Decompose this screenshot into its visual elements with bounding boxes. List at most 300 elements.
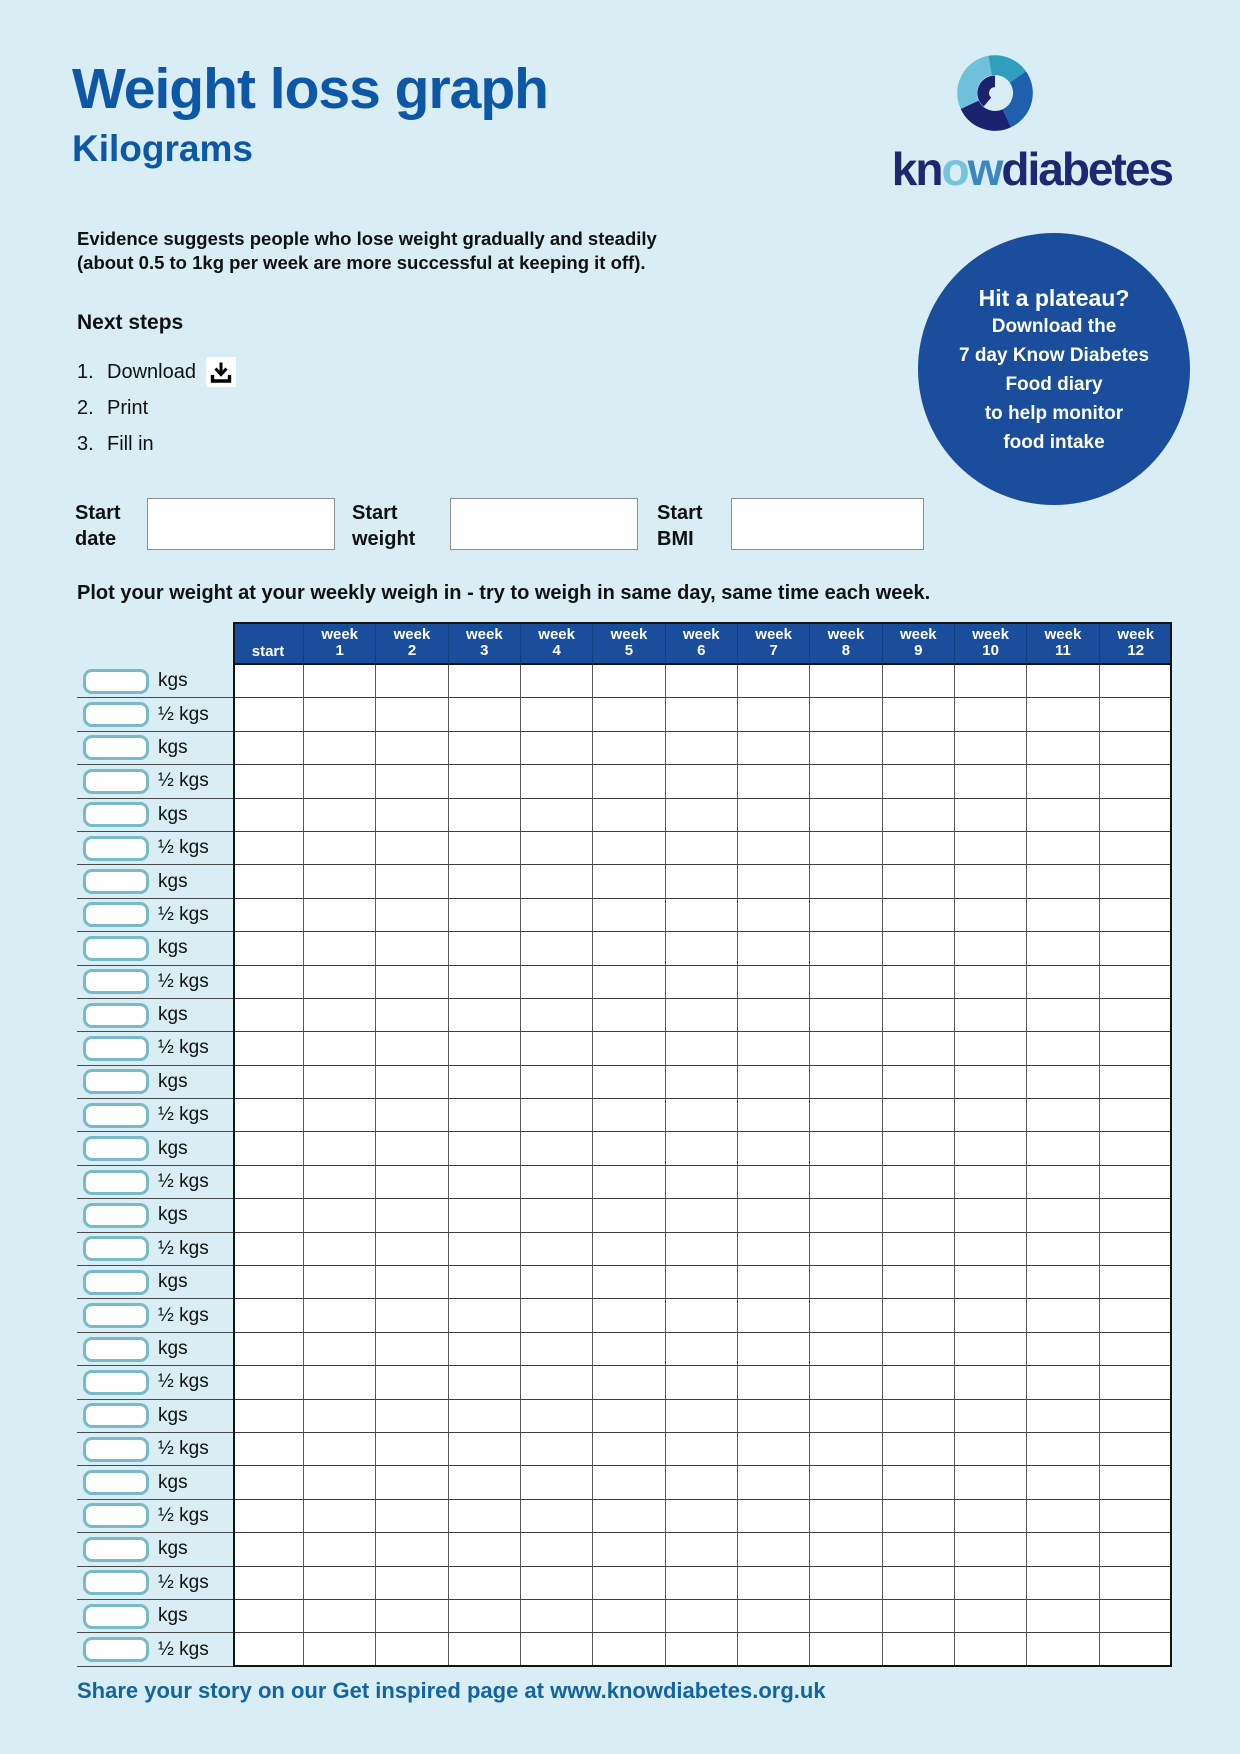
graph-cell[interactable] [955,1633,1027,1666]
graph-cell[interactable] [883,932,955,965]
graph-cell[interactable] [304,698,376,731]
graph-cell[interactable] [810,832,882,865]
graph-cell[interactable] [593,1199,665,1232]
graph-cell[interactable] [593,765,665,798]
graph-cell[interactable] [521,1500,593,1533]
weight-value-input[interactable] [83,1069,149,1094]
graph-cell[interactable] [449,966,521,999]
graph-cell[interactable] [810,765,882,798]
weight-value-input[interactable] [83,1337,149,1362]
graph-cell[interactable] [738,1266,810,1299]
graph-cell[interactable] [376,698,448,731]
graph-cell[interactable] [955,1533,1027,1566]
graph-cell[interactable] [810,1333,882,1366]
graph-cell[interactable] [810,1066,882,1099]
graph-cell[interactable] [1027,1099,1099,1132]
graph-cell[interactable] [738,865,810,898]
graph-cell[interactable] [738,1066,810,1099]
graph-cell[interactable] [955,1466,1027,1499]
graph-cell[interactable] [738,765,810,798]
graph-cell[interactable] [376,1266,448,1299]
graph-cell[interactable] [376,1466,448,1499]
graph-cell[interactable] [883,765,955,798]
graph-cell[interactable] [666,1066,738,1099]
graph-cell[interactable] [810,732,882,765]
graph-cell[interactable] [666,932,738,965]
graph-cell[interactable] [738,832,810,865]
graph-cell[interactable] [521,1600,593,1633]
graph-cell[interactable] [233,1366,304,1399]
graph-cell[interactable] [593,1266,665,1299]
graph-cell[interactable] [593,832,665,865]
graph-cell[interactable] [883,1299,955,1332]
graph-cell[interactable] [1027,1433,1099,1466]
graph-cell[interactable] [449,1366,521,1399]
graph-cell[interactable] [955,966,1027,999]
graph-cell[interactable] [593,1366,665,1399]
graph-cell[interactable] [883,732,955,765]
graph-cell[interactable] [376,732,448,765]
graph-cell[interactable] [449,665,521,698]
graph-cell[interactable] [955,999,1027,1032]
graph-cell[interactable] [810,1533,882,1566]
graph-cell[interactable] [593,1166,665,1199]
weight-value-input[interactable] [83,1236,149,1261]
graph-cell[interactable] [883,1433,955,1466]
graph-cell[interactable] [521,999,593,1032]
graph-cell[interactable] [521,932,593,965]
graph-cell[interactable] [521,1400,593,1433]
graph-cell[interactable] [449,1400,521,1433]
start-date-input[interactable] [147,498,335,550]
graph-cell[interactable] [666,1032,738,1065]
start-bmi-input[interactable] [731,498,924,550]
weight-value-input[interactable] [83,836,149,861]
weight-value-input[interactable] [83,1203,149,1228]
graph-cell[interactable] [593,1299,665,1332]
graph-cell[interactable] [521,865,593,898]
graph-cell[interactable] [1027,966,1099,999]
graph-cell[interactable] [810,1299,882,1332]
graph-cell[interactable] [233,1333,304,1366]
graph-cell[interactable] [449,1099,521,1132]
graph-cell[interactable] [1027,1567,1099,1600]
graph-cell[interactable] [233,999,304,1032]
graph-cell[interactable] [883,1099,955,1132]
graph-cell[interactable] [521,966,593,999]
weight-value-input[interactable] [83,1003,149,1028]
graph-cell[interactable] [304,966,376,999]
graph-cell[interactable] [233,1433,304,1466]
graph-cell[interactable] [810,1567,882,1600]
graph-cell[interactable] [738,1166,810,1199]
graph-cell[interactable] [449,932,521,965]
graph-cell[interactable] [738,1500,810,1533]
graph-cell[interactable] [521,698,593,731]
graph-cell[interactable] [883,1132,955,1165]
graph-cell[interactable] [376,1433,448,1466]
graph-cell[interactable] [1027,832,1099,865]
graph-cell[interactable] [521,1299,593,1332]
weight-value-input[interactable] [83,1103,149,1128]
graph-cell[interactable] [376,1333,448,1366]
graph-cell[interactable] [738,1433,810,1466]
graph-cell[interactable] [521,1466,593,1499]
graph-cell[interactable] [449,765,521,798]
graph-cell[interactable] [304,1500,376,1533]
graph-cell[interactable] [666,999,738,1032]
graph-cell[interactable] [304,1433,376,1466]
graph-cell[interactable] [738,1199,810,1232]
graph-cell[interactable] [521,732,593,765]
graph-cell[interactable] [955,698,1027,731]
graph-cell[interactable] [593,698,665,731]
graph-cell[interactable] [666,1266,738,1299]
start-weight-input[interactable] [450,498,638,550]
graph-cell[interactable] [376,799,448,832]
download-icon[interactable] [206,357,236,387]
graph-cell[interactable] [738,1567,810,1600]
graph-cell[interactable] [449,1533,521,1566]
graph-cell[interactable] [955,1166,1027,1199]
graph-cell[interactable] [233,1633,304,1666]
graph-cell[interactable] [1027,1266,1099,1299]
graph-cell[interactable] [521,1633,593,1666]
graph-cell[interactable] [810,1266,882,1299]
graph-cell[interactable] [449,1333,521,1366]
graph-cell[interactable] [376,1533,448,1566]
graph-cell[interactable] [1100,1500,1172,1533]
graph-cell[interactable] [593,1132,665,1165]
graph-cell[interactable] [810,899,882,932]
graph-cell[interactable] [810,1366,882,1399]
graph-cell[interactable] [738,1299,810,1332]
graph-cell[interactable] [810,1099,882,1132]
weight-value-input[interactable] [83,869,149,894]
graph-cell[interactable] [233,1233,304,1266]
graph-cell[interactable] [955,1600,1027,1633]
graph-cell[interactable] [955,799,1027,832]
graph-cell[interactable] [593,865,665,898]
graph-cell[interactable] [376,1366,448,1399]
graph-cell[interactable] [810,1032,882,1065]
graph-cell[interactable] [449,1132,521,1165]
graph-cell[interactable] [449,1466,521,1499]
weight-value-input[interactable] [83,769,149,794]
graph-cell[interactable] [233,799,304,832]
graph-cell[interactable] [738,999,810,1032]
graph-cell[interactable] [233,665,304,698]
weight-value-input[interactable] [83,669,149,694]
graph-cell[interactable] [304,765,376,798]
weight-value-input[interactable] [83,1637,149,1662]
graph-cell[interactable] [1100,1400,1172,1433]
graph-cell[interactable] [304,1166,376,1199]
graph-cell[interactable] [955,765,1027,798]
weight-value-input[interactable] [83,802,149,827]
graph-cell[interactable] [955,932,1027,965]
graph-cell[interactable] [593,1533,665,1566]
graph-cell[interactable] [304,1299,376,1332]
graph-cell[interactable] [304,1066,376,1099]
weight-value-input[interactable] [83,1036,149,1061]
graph-cell[interactable] [376,1166,448,1199]
graph-cell[interactable] [233,1166,304,1199]
graph-cell[interactable] [666,1400,738,1433]
graph-cell[interactable] [666,1199,738,1232]
graph-cell[interactable] [810,1233,882,1266]
graph-cell[interactable] [521,765,593,798]
graph-cell[interactable] [1100,698,1172,731]
graph-cell[interactable] [1027,1032,1099,1065]
graph-cell[interactable] [593,932,665,965]
graph-cell[interactable] [593,1400,665,1433]
graph-cell[interactable] [666,1333,738,1366]
graph-cell[interactable] [666,765,738,798]
graph-cell[interactable] [738,932,810,965]
graph-cell[interactable] [233,932,304,965]
weight-value-input[interactable] [83,735,149,760]
graph-cell[interactable] [666,665,738,698]
graph-cell[interactable] [666,732,738,765]
graph-cell[interactable] [810,1166,882,1199]
graph-cell[interactable] [1027,698,1099,731]
graph-cell[interactable] [521,1032,593,1065]
graph-cell[interactable] [304,665,376,698]
graph-cell[interactable] [449,1032,521,1065]
graph-cell[interactable] [376,1567,448,1600]
graph-cell[interactable] [883,1500,955,1533]
graph-cell[interactable] [449,1567,521,1600]
graph-cell[interactable] [666,1500,738,1533]
graph-cell[interactable] [666,1166,738,1199]
graph-cell[interactable] [738,732,810,765]
graph-cell[interactable] [521,665,593,698]
graph-cell[interactable] [521,1132,593,1165]
graph-cell[interactable] [521,799,593,832]
weight-value-input[interactable] [83,702,149,727]
graph-cell[interactable] [883,899,955,932]
graph-cell[interactable] [304,999,376,1032]
graph-cell[interactable] [1100,1099,1172,1132]
graph-cell[interactable] [955,1366,1027,1399]
graph-cell[interactable] [1100,865,1172,898]
graph-cell[interactable] [376,932,448,965]
graph-cell[interactable] [810,1600,882,1633]
graph-cell[interactable] [1100,765,1172,798]
graph-cell[interactable] [304,1633,376,1666]
graph-cell[interactable] [449,1166,521,1199]
graph-cell[interactable] [1100,932,1172,965]
graph-cell[interactable] [1027,999,1099,1032]
graph-cell[interactable] [376,1066,448,1099]
graph-cell[interactable] [666,1567,738,1600]
graph-cell[interactable] [233,832,304,865]
graph-cell[interactable] [593,1433,665,1466]
graph-cell[interactable] [521,1533,593,1566]
graph-cell[interactable] [376,1233,448,1266]
graph-cell[interactable] [810,1633,882,1666]
graph-cell[interactable] [304,1567,376,1600]
graph-cell[interactable] [810,698,882,731]
graph-cell[interactable] [810,1199,882,1232]
graph-cell[interactable] [593,899,665,932]
graph-cell[interactable] [233,966,304,999]
graph-cell[interactable] [449,1299,521,1332]
graph-cell[interactable] [883,799,955,832]
graph-cell[interactable] [666,1299,738,1332]
graph-cell[interactable] [955,1266,1027,1299]
graph-cell[interactable] [1100,832,1172,865]
graph-cell[interactable] [738,899,810,932]
graph-cell[interactable] [883,1533,955,1566]
graph-cell[interactable] [1027,1633,1099,1666]
graph-cell[interactable] [666,1233,738,1266]
graph-cell[interactable] [233,1132,304,1165]
graph-cell[interactable] [376,1199,448,1232]
graph-cell[interactable] [1027,865,1099,898]
graph-cell[interactable] [1100,665,1172,698]
graph-cell[interactable] [233,1533,304,1566]
graph-cell[interactable] [1027,1366,1099,1399]
graph-cell[interactable] [233,1600,304,1633]
graph-cell[interactable] [233,1099,304,1132]
graph-cell[interactable] [1027,1299,1099,1332]
weight-value-input[interactable] [83,1437,149,1462]
graph-cell[interactable] [304,1266,376,1299]
graph-cell[interactable] [593,1066,665,1099]
weight-value-input[interactable] [83,1604,149,1629]
graph-cell[interactable] [233,1299,304,1332]
graph-cell[interactable] [304,1333,376,1366]
graph-cell[interactable] [1027,1066,1099,1099]
graph-cell[interactable] [304,1199,376,1232]
graph-cell[interactable] [449,1233,521,1266]
graph-cell[interactable] [304,1032,376,1065]
graph-cell[interactable] [1100,966,1172,999]
graph-cell[interactable] [449,999,521,1032]
graph-cell[interactable] [304,799,376,832]
graph-cell[interactable] [521,1099,593,1132]
graph-cell[interactable] [883,665,955,698]
graph-cell[interactable] [883,1633,955,1666]
graph-cell[interactable] [738,966,810,999]
graph-cell[interactable] [738,1032,810,1065]
graph-cell[interactable] [376,1032,448,1065]
graph-cell[interactable] [521,1433,593,1466]
graph-cell[interactable] [1100,1533,1172,1566]
graph-cell[interactable] [376,865,448,898]
graph-cell[interactable] [521,1233,593,1266]
graph-cell[interactable] [883,1333,955,1366]
graph-cell[interactable] [1100,1567,1172,1600]
graph-cell[interactable] [304,1099,376,1132]
graph-cell[interactable] [449,865,521,898]
graph-cell[interactable] [738,1366,810,1399]
weight-value-input[interactable] [83,1470,149,1495]
graph-cell[interactable] [304,832,376,865]
graph-cell[interactable] [1027,1132,1099,1165]
graph-cell[interactable] [883,966,955,999]
graph-cell[interactable] [955,865,1027,898]
weight-value-input[interactable] [83,1570,149,1595]
graph-cell[interactable] [666,1366,738,1399]
graph-cell[interactable] [883,698,955,731]
graph-cell[interactable] [449,1199,521,1232]
graph-cell[interactable] [955,1433,1027,1466]
graph-cell[interactable] [666,1600,738,1633]
graph-cell[interactable] [666,1466,738,1499]
weight-value-input[interactable] [83,969,149,994]
weight-value-input[interactable] [83,1537,149,1562]
graph-cell[interactable] [449,1433,521,1466]
graph-cell[interactable] [593,1233,665,1266]
weight-value-input[interactable] [83,1370,149,1395]
graph-cell[interactable] [304,932,376,965]
graph-cell[interactable] [233,1400,304,1433]
graph-cell[interactable] [233,1032,304,1065]
weight-value-input[interactable] [83,1303,149,1328]
graph-cell[interactable] [376,999,448,1032]
graph-cell[interactable] [1027,932,1099,965]
graph-cell[interactable] [521,1333,593,1366]
graph-cell[interactable] [738,1132,810,1165]
graph-cell[interactable] [376,1633,448,1666]
graph-cell[interactable] [955,732,1027,765]
graph-cell[interactable] [1027,1166,1099,1199]
graph-cell[interactable] [233,765,304,798]
graph-cell[interactable] [738,1633,810,1666]
graph-cell[interactable] [1100,1032,1172,1065]
graph-cell[interactable] [593,665,665,698]
graph-cell[interactable] [955,899,1027,932]
graph-cell[interactable] [883,1032,955,1065]
graph-cell[interactable] [449,1633,521,1666]
graph-cell[interactable] [666,1132,738,1165]
graph-cell[interactable] [304,1466,376,1499]
graph-cell[interactable] [955,1567,1027,1600]
graph-cell[interactable] [449,1500,521,1533]
graph-cell[interactable] [883,1600,955,1633]
graph-cell[interactable] [883,999,955,1032]
graph-cell[interactable] [810,1500,882,1533]
graph-cell[interactable] [1027,799,1099,832]
graph-cell[interactable] [304,1400,376,1433]
graph-cell[interactable] [955,1400,1027,1433]
graph-cell[interactable] [883,1266,955,1299]
graph-cell[interactable] [810,865,882,898]
graph-cell[interactable] [738,665,810,698]
graph-cell[interactable] [1100,899,1172,932]
graph-cell[interactable] [449,1600,521,1633]
graph-cell[interactable] [1100,1633,1172,1666]
graph-cell[interactable] [738,1400,810,1433]
graph-cell[interactable] [738,1099,810,1132]
graph-cell[interactable] [449,732,521,765]
graph-cell[interactable] [1100,799,1172,832]
graph-cell[interactable] [233,1066,304,1099]
graph-cell[interactable] [955,665,1027,698]
graph-cell[interactable] [449,832,521,865]
graph-cell[interactable] [738,1233,810,1266]
graph-cell[interactable] [376,1132,448,1165]
graph-cell[interactable] [521,1567,593,1600]
graph-cell[interactable] [883,1233,955,1266]
graph-cell[interactable] [738,1333,810,1366]
graph-cell[interactable] [593,732,665,765]
weight-value-input[interactable] [83,1170,149,1195]
graph-cell[interactable] [376,899,448,932]
